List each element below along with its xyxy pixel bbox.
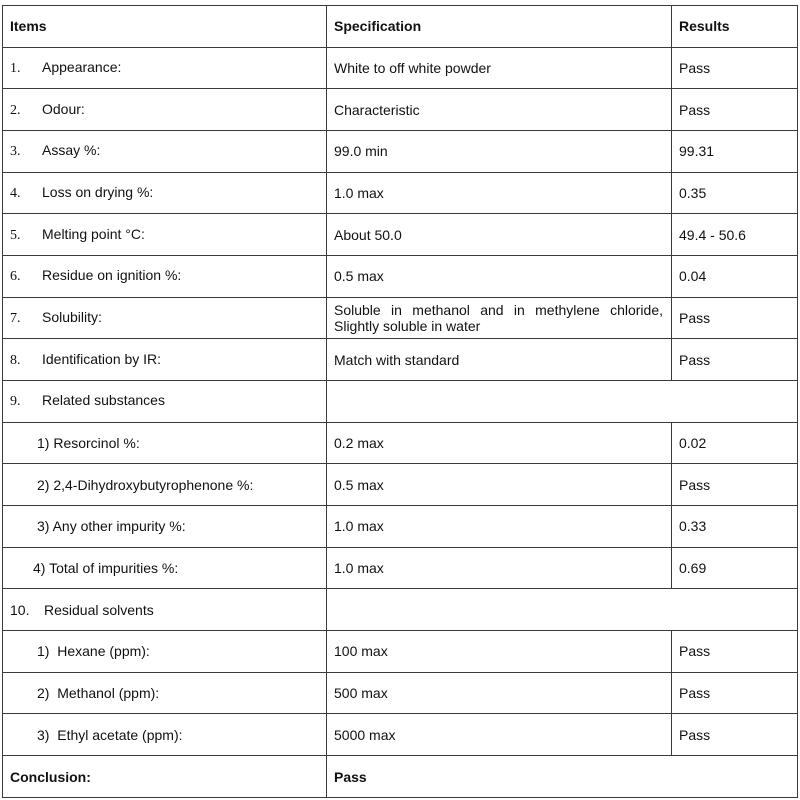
table-row (3, 547, 798, 589)
result-cell: 99.31 (672, 131, 798, 173)
table-row (3, 672, 798, 714)
result-cell: 0.69 (672, 547, 798, 589)
table-row (3, 256, 798, 298)
table-row (3, 631, 798, 673)
item-label: Solubility: (42, 309, 102, 326)
result-cell: 0.35 (672, 172, 798, 214)
spec-cell: About 50.0 (327, 214, 672, 256)
item-label: Residue on ignition %: (42, 267, 182, 284)
subitem-cell: 2) 2,4-Dihydroxybutyrophenone %: (3, 464, 327, 506)
result-cell: Pass (672, 672, 798, 714)
spec-cell: 1.0 max (327, 172, 672, 214)
spec-cell: 99.0 min (327, 131, 672, 173)
item-number: 7. (10, 311, 21, 327)
item-number: 2. (10, 102, 21, 118)
item-label: Identification by IR: (42, 350, 162, 367)
result-cell: Pass (672, 714, 798, 756)
spec-cell: 100 max (327, 631, 672, 673)
item-number: 8. (10, 352, 21, 368)
spec-cell: Soluble in methanol and in methylene chloride, Slightly soluble in water (327, 297, 672, 339)
table-row (3, 339, 798, 381)
item-label: Assay %: (42, 142, 101, 159)
spec-cell: 1.0 max (327, 547, 672, 589)
result-cell: Pass (672, 89, 798, 131)
subitem-cell: 2) Methanol (ppm): (3, 672, 327, 714)
spec-cell: 0.5 max (327, 464, 672, 506)
section-empty-cell (327, 589, 798, 631)
spec-cell: Match with standard (327, 339, 672, 381)
spec-cell: White to off white powder (327, 47, 672, 89)
section-label: Related substances (42, 392, 165, 409)
table-row (3, 422, 798, 464)
result-cell: 0.02 (672, 422, 798, 464)
specification-table (2, 5, 798, 798)
result-cell: Pass (672, 297, 798, 339)
spec-cell: 0.5 max (327, 256, 672, 298)
header-specification: Specification (327, 6, 672, 48)
table-row (3, 89, 798, 131)
subitem-cell: 3) Ethyl acetate (ppm): (3, 714, 327, 756)
item-number: 6. (10, 269, 21, 285)
header-row (3, 6, 798, 48)
spec-cell: Characteristic (327, 89, 672, 131)
header-results: Results (672, 6, 798, 48)
result-cell: Pass (672, 631, 798, 673)
section-label-cell (3, 589, 327, 631)
spec-cell: 0.2 max (327, 422, 672, 464)
section-row-residual-solvents (3, 589, 798, 631)
table-row (3, 47, 798, 89)
item-label: Odour: (42, 100, 85, 117)
table-row (3, 714, 798, 756)
item-number: 1. (10, 61, 21, 76)
result-cell: 49.4 - 50.6 (672, 214, 798, 256)
header-items: Items (3, 6, 327, 48)
result-cell: 0.04 (672, 256, 798, 298)
spec-cell: 5000 max (327, 714, 672, 756)
section-label-cell (3, 381, 327, 423)
item-label: Loss on drying %: (42, 184, 154, 201)
spec-cell: 500 max (327, 672, 672, 714)
item-cell (3, 339, 327, 381)
table-row (3, 506, 798, 548)
table-row (3, 131, 798, 173)
result-cell: Pass (672, 339, 798, 381)
section-empty-cell (327, 381, 798, 423)
item-number: 4. (10, 186, 21, 202)
item-number: 10. (10, 601, 30, 618)
item-cell (3, 297, 327, 339)
item-label: Melting point °C: (42, 225, 145, 242)
item-cell (3, 89, 327, 131)
conclusion-label: Conclusion: (3, 756, 327, 798)
result-cell: Pass (672, 464, 798, 506)
section-label: Residual solvents (44, 601, 154, 618)
item-cell (3, 256, 327, 298)
section-row-related-substances (3, 381, 798, 423)
table-row (3, 464, 798, 506)
subitem-cell: 4) Total of impurities %: (3, 547, 327, 589)
spec-cell: 1.0 max (327, 506, 672, 548)
item-cell (3, 47, 327, 89)
table-row (3, 172, 798, 214)
conclusion-row (3, 756, 798, 798)
item-label: Appearance: (42, 59, 122, 75)
item-number: 5. (10, 227, 21, 243)
item-number: 3. (10, 144, 21, 160)
subitem-cell: 1) Hexane (ppm): (3, 631, 327, 673)
table-row (3, 214, 798, 256)
subitem-cell: 1) Resorcinol %: (3, 422, 327, 464)
item-number: 9. (10, 394, 21, 410)
item-cell (3, 214, 327, 256)
conclusion-value: Pass (327, 756, 798, 798)
result-cell: 0.33 (672, 506, 798, 548)
item-cell (3, 131, 327, 173)
item-cell (3, 172, 327, 214)
table-row (3, 297, 798, 339)
result-cell: Pass (672, 47, 798, 89)
subitem-cell: 3) Any other impurity %: (3, 506, 327, 548)
